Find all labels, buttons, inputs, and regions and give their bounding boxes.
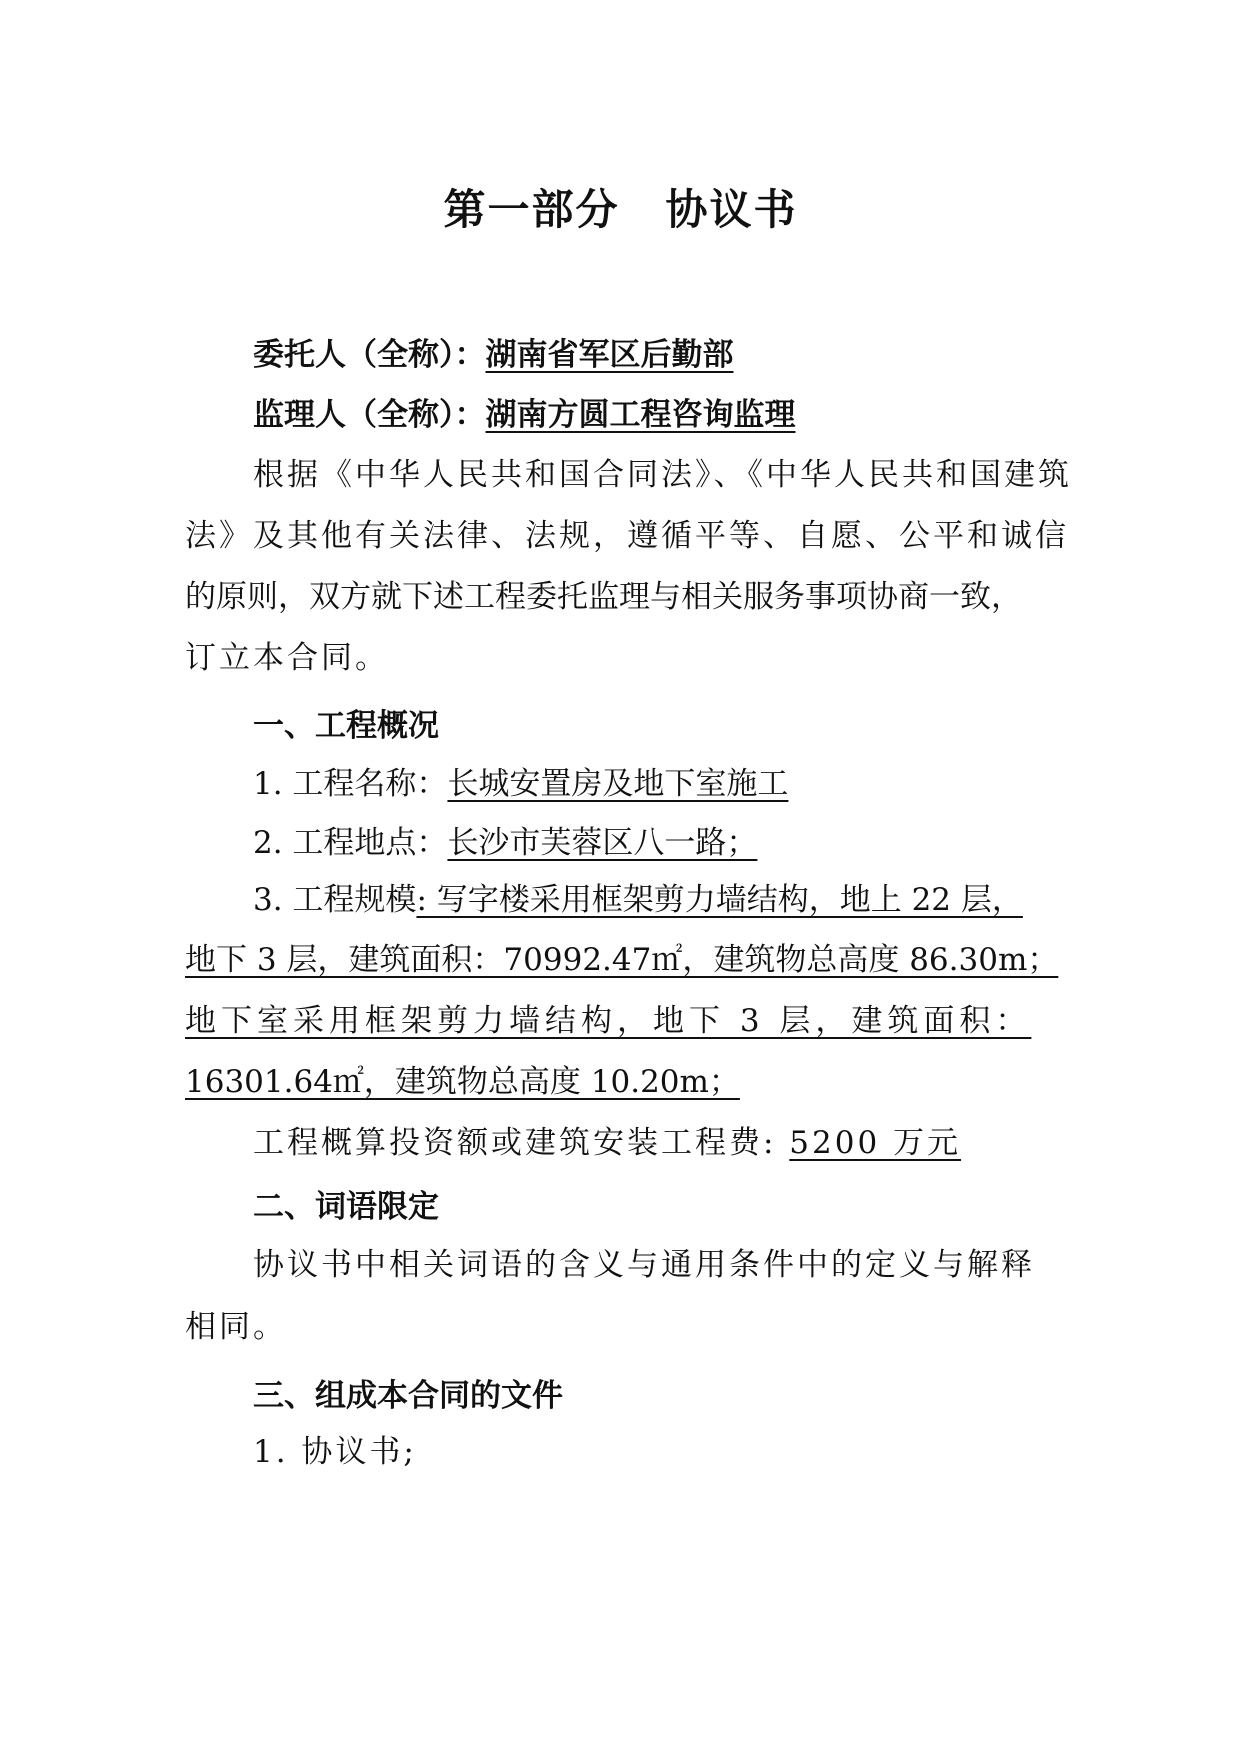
project-location-label: 2. 工程地点： — [253, 825, 448, 861]
project-name-label: 1. 工程名称： — [253, 766, 448, 802]
project-name-value: 长城安置房及地下室施工 — [447, 766, 789, 802]
section2-heading: 二、词语限定 — [253, 1189, 439, 1225]
project-scale-line-3: 地下室采用框架剪力墙结构，地下 3 层，建筑面积： — [185, 1003, 1032, 1039]
title-name: 协议书 — [665, 185, 798, 234]
intro-line-3: 的原则，双方就下述工程委托监理与相关服务事项协商一致， — [185, 579, 1022, 615]
project-location-value: 长沙市芙蓉区八一路； — [447, 825, 758, 861]
title-part: 第一部分 — [443, 185, 620, 234]
project-name-line — [253, 764, 788, 804]
project-scale-text-1: : 写字楼采用框架剪力墙结构，地上 22 层， — [416, 882, 1023, 918]
section1-heading: 一、工程概况 — [253, 708, 439, 744]
budget-label: 工程概算投资额或建筑安装工程费: — [253, 1125, 790, 1161]
supervisor-value: 湖南方圆工程咨询监理 — [485, 397, 796, 433]
client-value: 湖南省军区后勤部 — [485, 337, 734, 373]
intro-line-1: 根据《中华人民共和国合同法》、《中华人民共和国建筑 — [253, 457, 1072, 493]
section2-line-1: 协议书中相关词语的含义与通用条件中的定义与解释 — [253, 1247, 1035, 1283]
page-title — [0, 182, 1241, 238]
project-location-line — [253, 823, 757, 863]
supervisor-line — [253, 395, 796, 435]
budget-value: 5200 万元 — [789, 1125, 962, 1161]
client-label: 委托人（全称）： — [253, 337, 486, 373]
project-scale-label: 3. 工程规模 — [253, 882, 417, 918]
budget-line — [253, 1123, 961, 1163]
section3-item-1: 1. 协议书; — [253, 1434, 417, 1470]
project-scale-line-4: 16301.64㎡，建筑物总高度 10.20m； — [185, 1064, 740, 1100]
project-scale-line-1 — [253, 880, 1023, 920]
client-line — [253, 335, 734, 375]
intro-line-4: 订立本合同。 — [185, 640, 389, 676]
section3-heading: 三、组成本合同的文件 — [253, 1378, 563, 1414]
project-scale-line-2: 地下 3 层，建筑面积：70992.47㎡，建筑物总高度 86.30m； — [185, 942, 1059, 978]
supervisor-label: 监理人（全称）： — [253, 397, 486, 433]
intro-line-2: 法》及其他有关法律、法规，遵循平等、自愿、公平和诚信 — [185, 518, 1069, 554]
section2-line-2: 相同。 — [185, 1309, 287, 1345]
